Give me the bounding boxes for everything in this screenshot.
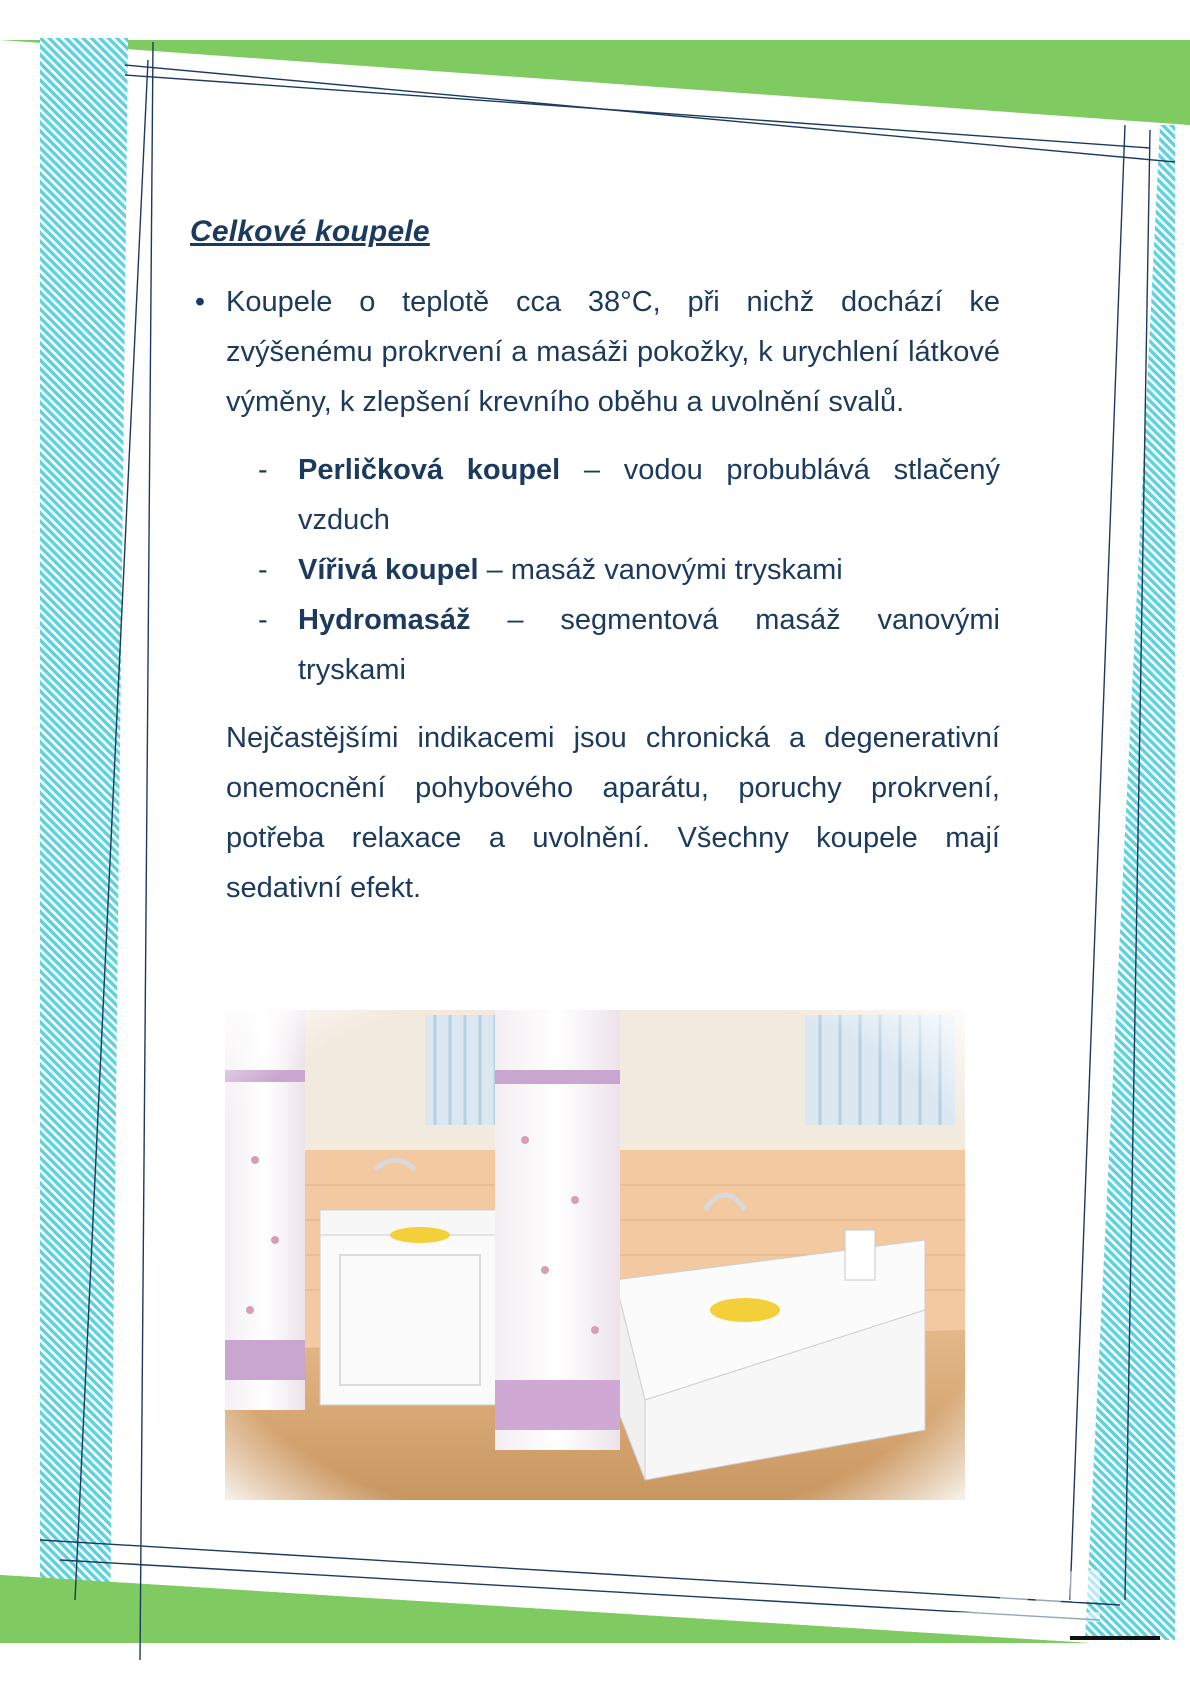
bullet-text: Koupele o teplotě cca 38°C, při nichž dochází ke zvýšenému prokrvení a masáži pokožky, k urychlení látkové výměny, k zlepšení krevního oběhu a uvolnění svalů. <box>226 286 1000 418</box>
bottom-right-bar <box>1070 1636 1160 1640</box>
dash-symbol: - <box>258 554 268 586</box>
sub-list <box>190 445 1000 695</box>
top-green-band-left <box>140 40 1190 125</box>
page-heading: Celkové koupele <box>190 215 430 248</box>
list-item <box>190 545 1000 595</box>
bullet-item <box>190 277 1000 427</box>
bathroom-photo-illustration <box>225 1010 965 1500</box>
term-description: – segmentová masáž vanovými tryskami <box>298 604 1000 686</box>
dash-symbol: - <box>258 604 268 636</box>
list-item <box>190 445 1000 545</box>
indications-paragraph: Nejčastějšími indikacemi jsou chronická a degenerativní onemocnění pohybového aparátu, poruchy prokrvení, potřeba relaxace a uvolnění. Všechny koupele mají sedativní efekt. <box>226 722 1000 904</box>
dash-symbol: - <box>258 454 268 486</box>
logo-watermark <box>850 1560 1130 1630</box>
right-hatched-stripe <box>1085 125 1175 1640</box>
term-perlickova: Perličková koupel <box>298 454 561 486</box>
term-virива: Vířivá koupel <box>298 554 479 586</box>
page-content <box>190 215 1000 913</box>
bullet-symbol: • <box>194 286 206 318</box>
list-item <box>190 595 1000 695</box>
left-hatched-stripe <box>40 38 128 1630</box>
term-description: – masáž vanovými tryskami <box>478 554 843 586</box>
term-hydromasaz: Hydromasáž <box>298 604 471 636</box>
term-description: – vodou probublává stlačený vzduch <box>298 454 1000 536</box>
bathroom-photo <box>225 1010 965 1500</box>
